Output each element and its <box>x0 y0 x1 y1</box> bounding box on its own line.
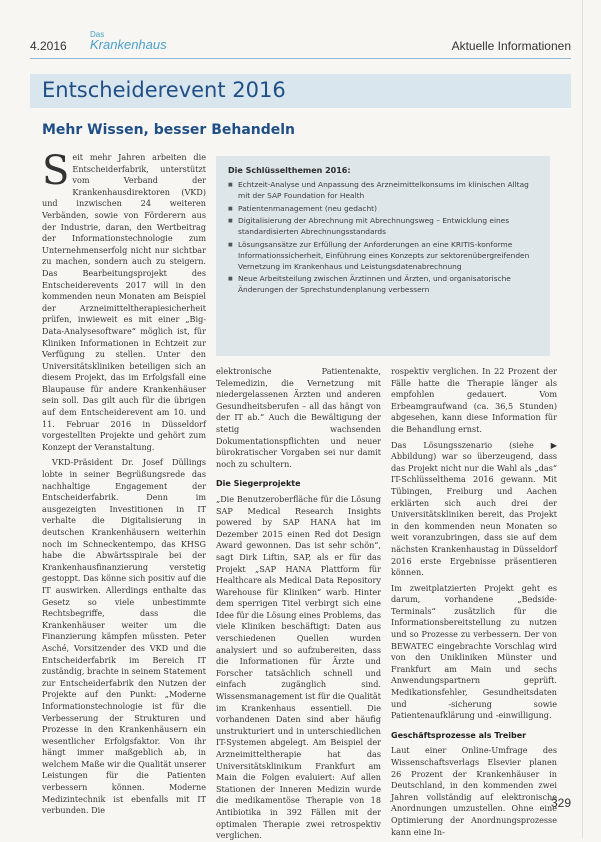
body-column-2 <box>216 366 381 841</box>
paragraph: VKD-Präsident Dr. Josef Düllings lobte in seiner Begrüßungsrede das nachhaltige Engagement der Entscheiderfabrik. Denn im ausgezeigten Investitionen in IT verhalte die Digitalisierung in deutschen Krankenhäusern weiterhin noch im Schneckentempo, das KHSG habe die Abwärtsspirale bei der Krankenhausfinanzierung verstetig gestoppt. Das könne sich positiv auf die IT auswirken. Allerdings enthalte das Gesetz so viele unbestimmte Rechtsbegriffe, dass die Krankenhäuser weiter um die Finanzierung kämpfen müssten. Peter Asché, Vorsitzender des VKD und die Entscheiderfabrik im Bereich IT zuständig, brachte in seinem Statement zur Entscheiderfabrik den Nutzen der Projekte auf den Punkt: „Moderne Informationstechnologie ist für die Verbesserung der Strukturen und Prozesse in den Krankenhäusern ein wesentlicher Erfolgsfaktor. Von ihr hängt immer maßgeblich ab, in welchem Maße wir die Qualität unserer Leistungen für die Patienten verbessern können. Moderne Medizintechnik ist ebenfalls mit IT verbunden. Die <box>42 457 207 816</box>
logo-line-2: Krankenhaus <box>90 37 167 52</box>
paragraph: Das Lösungsszenario (siehe ▶ Abbildung) war so überzeugend, dass das Projekt nicht nur die Wahl als „das“ IT-Schlüsselthema 2016 gewann. Mit Tübingen, Freiburg und Aachen erklärten sich auch drei der Universitätskliniken bereit, das Projekt in den kommenden neun Monaten so weit voranzubringen, dass sie auf dem nächsten Krankenhaustag in Düsseldorf 2016 erste Ergebnisse präsentieren können. <box>391 439 557 578</box>
paragraph <box>42 148 206 453</box>
section-heading: Geschäftsprozesse als Treiber <box>391 730 527 740</box>
paragraph: elektronische Patientenakte, Telemedizin, die Vernetzung mit niedergelassenen Ärzten und anderen Gesundheitsberufen – all das hängt von der IT ab.“ Auch die Bewältigung der stetig wachsenden Dokumentationspflichten und neuer bürokratischer Vorgaben sei nur damit noch zu schultern. <box>216 366 381 469</box>
body-column-1 <box>42 148 207 816</box>
logo-line-1: Das <box>90 30 105 39</box>
list-item: ■ Patientenmanagement (neu gedacht) <box>228 204 540 215</box>
article-title: Entscheiderevent 2016 <box>42 78 286 102</box>
list-item: ■ Lösungsansätze zur Erfüllung der Anforderungen an eine KRITIS-konforme Informationssicherheit, Einführung eines Konzepts zur sektorenübergreifenden Vernetzung im Krankenhaus und Leistungsdatenabrechnung <box>228 240 540 272</box>
page-header <box>30 30 571 58</box>
magazine-logo <box>90 30 167 50</box>
issue-number: 4.2016 <box>30 39 67 53</box>
box-heading: Die Schlüsselthemen 2016: <box>228 166 351 175</box>
paragraph: „Die Benutzeroberfläche für die Lösung SAP Medical Research Insights powered by SAP HANA hat im Dezember 2015 einen Red dot Design Award gewonnen. Das ist sehr schön“, sagt Dirk Liftin, SAP, als er für das Projekt „SAP HANA Plattform für Healthcare als Medical Data Repository Warehouse für Kliniken“ warb. Hinter dem sperrigen Titel verbirgt sich eine Idee für die Lösung eines Problems, das viele Kliniken beschäftigt: Daten aus verschiedenen Quellen wurden analysiert und so aufzubereiten, dass die Informationen für Ärzte und Forscher tatsächlich schnell und einfach zugänglich sind. Wissensmanagement ist für die Qualität im Krankenhaus essentiell. Die vorhandenen Daten sind aber häufig unstrukturiert und in unterschiedlichen IT-Systemen abgelegt. Am Beispiel der Arzneimitteltherapie hat das Universitätsklinikum Frankfurt am Main die Folgen evaluiert: Auf allen Stationen der Inneren Medizin wurde die medikamentöse Therapie von 18 Antibiotika in 392 Fällen mit der optimalen Therapie zwei retrospektiv verglichen. <box>216 493 381 841</box>
section-heading: Die Siegerprojekte <box>216 479 301 489</box>
section-name: Aktuelle Informationen <box>451 39 571 53</box>
paragraph: Im zweitplatzierten Projekt geht es darum, vorhandene „Bedside-Terminals“ zusätzlich für die Informationsbereitstellung zu nutzen und so Prozesse zu verbessern. Der von BEWATEC eingebrachte Vorschlag wird von den Unikliniken Münster und Frankfurt am Main und sechs Anwendungspartnern geprüft. Medikationsfehler, Gesundheitsdaten und -sicherung sowie Patientenaufklärung und -einwilligung. <box>391 582 557 721</box>
paragraph: rospektiv verglichen. In 22 Prozent der Fälle hatte die Therapie länger als empfohlen gedauert. Vom Erbeamgraufwand (ca. 36,5 Stunden) abgesehen, kann diese Information für die Behandlung ernst. <box>391 366 557 434</box>
paragraph: Laut einer Online-Umfrage des Wissenschaftsverlags Elsevier planen 26 Prozent der Krankenhäuser in Deutschland, in den kommenden zwei Jahren vollständig auf elektronische Anordnungen umzustellen. Ohne eine Optimierung der Anordnungsprozesse kann eine In- <box>391 745 557 837</box>
paragraph-text: eit mehr Jahren arbeiten die Entscheiderfabrik, unterstützt vom Verband der Krankenhausdirektoren (VKD) und inzwischen 24 weiteren Verbänden, sowie von Förderern aus der Industrie, daran, den Wertbeitrag der Informationstechnologie zum Unternehmenserfolg nicht nur sichtbar zu machen, sondern auch zu steigern. Das Bearbeitungsprojekt des Entscheiderevents 2017 will in den kommenden neun Monaten am Beispiel der Arzneimitteltherapiesicherheit prüfen, inwieweit es mit einer „Big-Data-Analysesoftware“ möglich ist, für Kliniken Informationen in Echtzeit zur Verfügung zu stellen. Unter den Universitätskliniken beteiligen sich an diesem Projekt, das im Erfolgsfall eine Blaupause für andere Krankenhäuser sein soll. Das gilt auch für die übrigen auf dem Entscheiderevent am 10. und 11. Februar 2016 in Düsseldorf vorgestellten Projekte und gehört zum Konzept der Veranstaltung. <box>42 152 206 452</box>
page-fold-shadow <box>582 0 583 838</box>
body-column-3 <box>391 366 557 837</box>
key-topics-box <box>216 156 550 356</box>
list-item: ■ Digitalisierung der Abrechnung mit Abrechnungsweg – Entwicklung eines standardisierten Abrechnungsstandards <box>228 216 540 238</box>
page-number: 329 <box>550 796 571 810</box>
list-item: ■ Neue Arbeitsteilung zwischen Ärztinnen und Ärzten, und organisatorische Änderungen der Sprechstundenplanung verbessern <box>228 274 540 296</box>
title-band <box>30 74 571 108</box>
header-rule <box>30 58 571 59</box>
key-topics-list <box>228 180 540 298</box>
article-subtitle: Mehr Wissen, besser Behandeln <box>42 122 296 138</box>
list-item: ■ Echtzeit-Analyse und Anpassung des Arzneimittelkonsums im klinischen Alltag mit der SAP Foundation for Health <box>228 180 540 202</box>
drop-cap: S <box>42 148 70 194</box>
